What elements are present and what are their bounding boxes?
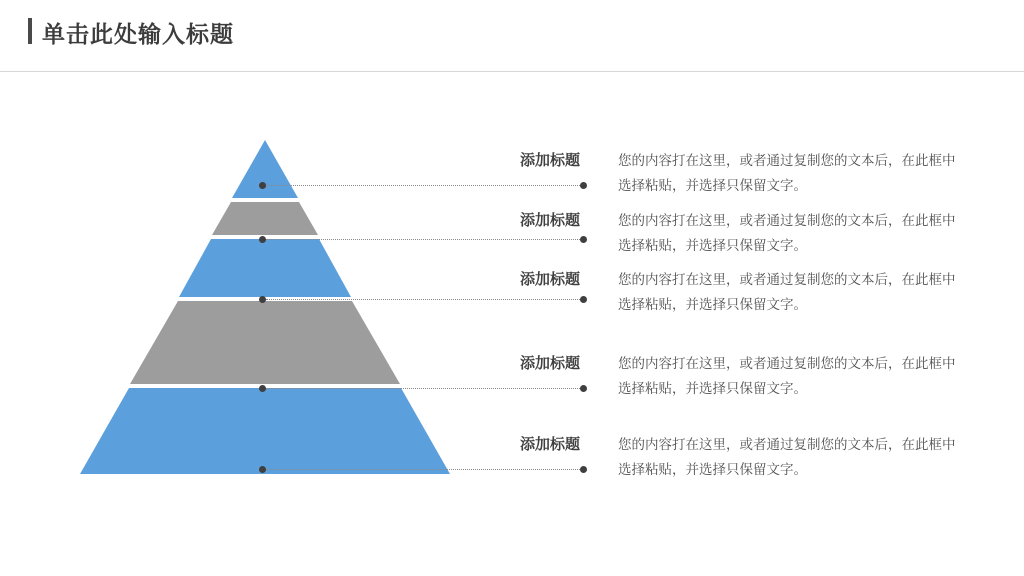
- row-body-1[interactable]: 您的内容打在这里，或者通过复制您的文本后，在此框中选择粘贴，并选择只保留文字。: [618, 153, 956, 193]
- page-title: 单击此处输入标题: [42, 21, 234, 47]
- connector-dot-pyramid-2: [259, 236, 266, 243]
- row-body-5[interactable]: 您的内容打在这里，或者通过复制您的文本后，在此框中选择粘贴，并选择只保留文字。: [618, 437, 956, 477]
- pyramid-level-4[interactable]: [55, 301, 475, 386]
- connector-dot-pyramid-3: [259, 296, 266, 303]
- pyramid-level-2[interactable]: [55, 202, 475, 237]
- pyramid-level-1[interactable]: [55, 140, 475, 200]
- connector-dot-text-5: [580, 466, 587, 473]
- connector-dot-pyramid-1: [259, 182, 266, 189]
- connector-dot-pyramid-5: [259, 466, 266, 473]
- connector-line-4: [266, 388, 582, 390]
- title-accent-bar: [28, 18, 32, 44]
- connector-line-2: [266, 239, 582, 241]
- connector-dot-text-1: [580, 182, 587, 189]
- connector-dot-text-3: [580, 296, 587, 303]
- header-divider: [0, 71, 1024, 72]
- row-title-3[interactable]: 添加标题: [519, 271, 580, 288]
- row-title-4[interactable]: 添加标题: [519, 355, 580, 372]
- connector-dot-text-2: [580, 236, 587, 243]
- slide-header: [0, 0, 1024, 72]
- connector-line-5: [266, 469, 582, 471]
- connector-line-3: [266, 299, 582, 301]
- row-body-2[interactable]: 您的内容打在这里，或者通过复制您的文本后，在此框中选择粘贴，并选择只保留文字。: [618, 213, 956, 253]
- row-body-3[interactable]: 您的内容打在这里，或者通过复制您的文本后，在此框中选择粘贴，并选择只保留文字。: [618, 272, 956, 312]
- pyramid-level-5[interactable]: [55, 388, 475, 476]
- row-body-4[interactable]: 您的内容打在这里，或者通过复制您的文本后，在此框中选择粘贴，并选择只保留文字。: [618, 356, 956, 396]
- row-title-1[interactable]: 添加标题: [519, 152, 580, 169]
- pyramid-level-3[interactable]: [55, 239, 475, 299]
- row-title-2[interactable]: 添加标题: [519, 212, 580, 229]
- connector-line-1: [266, 185, 582, 187]
- row-title-5[interactable]: 添加标题: [519, 436, 580, 453]
- connector-dot-pyramid-4: [259, 385, 266, 392]
- connector-dot-text-4: [580, 385, 587, 392]
